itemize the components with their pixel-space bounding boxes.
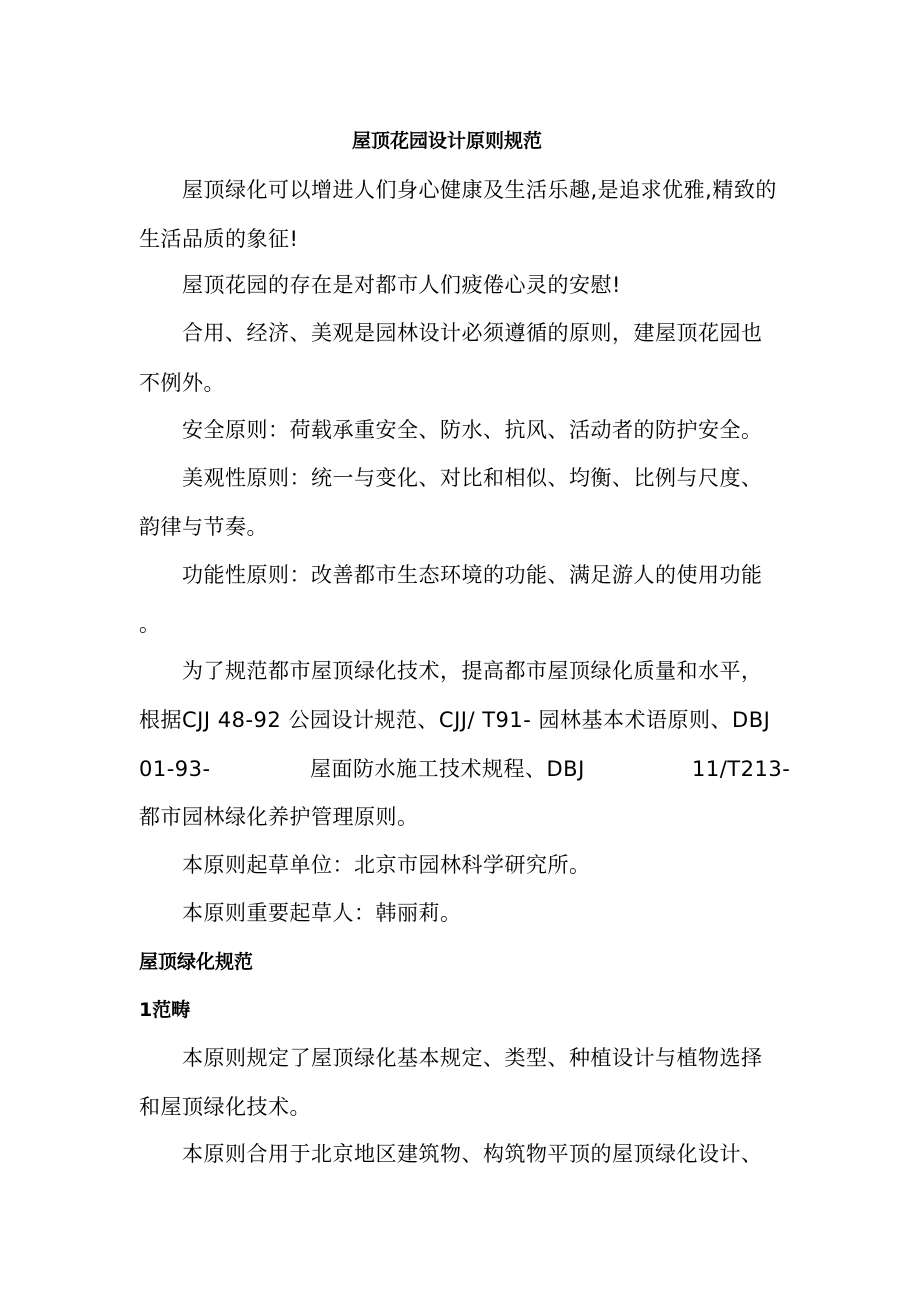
page-title: 屋顶花园设计原则规范 (352, 130, 543, 152)
paragraph-line: 韵律与节奏。 (139, 515, 268, 539)
paragraph-line: 功能性原则：改善都市生态环境的功能、满足游人的使用功能 (182, 563, 763, 587)
paragraph-line: 本原则合用于北京地区建筑物、构筑物平顶的屋顶绿化设计、 (182, 1142, 763, 1166)
paragraph-line: 本原则重要起草人：韩丽莉。 (182, 901, 462, 925)
paragraph-line: 根据CJJ 48-92 公园设计规范、CJJ/ T91- 园林基本术语原则、DBJ (139, 708, 771, 732)
paragraph-line-segment: 01-93- (139, 757, 211, 781)
paragraph-line: 不例外。 (139, 371, 225, 395)
paragraph-line: 和屋顶绿化技术。 (139, 1095, 311, 1119)
paragraph-line: 都市园林绿化养护管理原则。 (139, 805, 419, 829)
paragraph-line: 为了规范都市屋顶绿化技术，提高都市屋顶绿化质量和水平， (182, 659, 763, 683)
paragraph-line: 屋顶绿化可以增进人们身心健康及生活乐趣,是追求优雅,精致的 (182, 178, 777, 202)
paragraph-line: 安全原则：荷载承重安全、防水、抗风、活动者的防护安全。 (182, 418, 763, 442)
paragraph-line: 。 (139, 612, 161, 636)
paragraph-line: 生活品质的象征! (139, 227, 299, 251)
paragraph-line: 本原则起草单位：北京市园林科学研究所。 (182, 853, 591, 877)
paragraph-line: 美观性原则：统一与变化、对比和相似、均衡、比例与尺度、 (182, 466, 763, 490)
paragraph-line-segment: 屋面防水施工技术规程、DBJ (310, 757, 585, 781)
subsection-heading: 1范畴 (139, 999, 191, 1021)
paragraph-line-segment: 11/T213- (692, 757, 791, 781)
paragraph-line: 本原则规定了屋顶绿化基本规定、类型、种植设计与植物选择 (182, 1046, 763, 1070)
section-heading: 屋顶绿化规范 (139, 951, 254, 973)
paragraph-line: 屋顶花园的存在是对都市人们疲倦心灵的安慰! (182, 273, 621, 297)
paragraph-line: 合用、经济、美观是园林设计必须遵循的原则，建屋顶花园也 (182, 321, 763, 345)
